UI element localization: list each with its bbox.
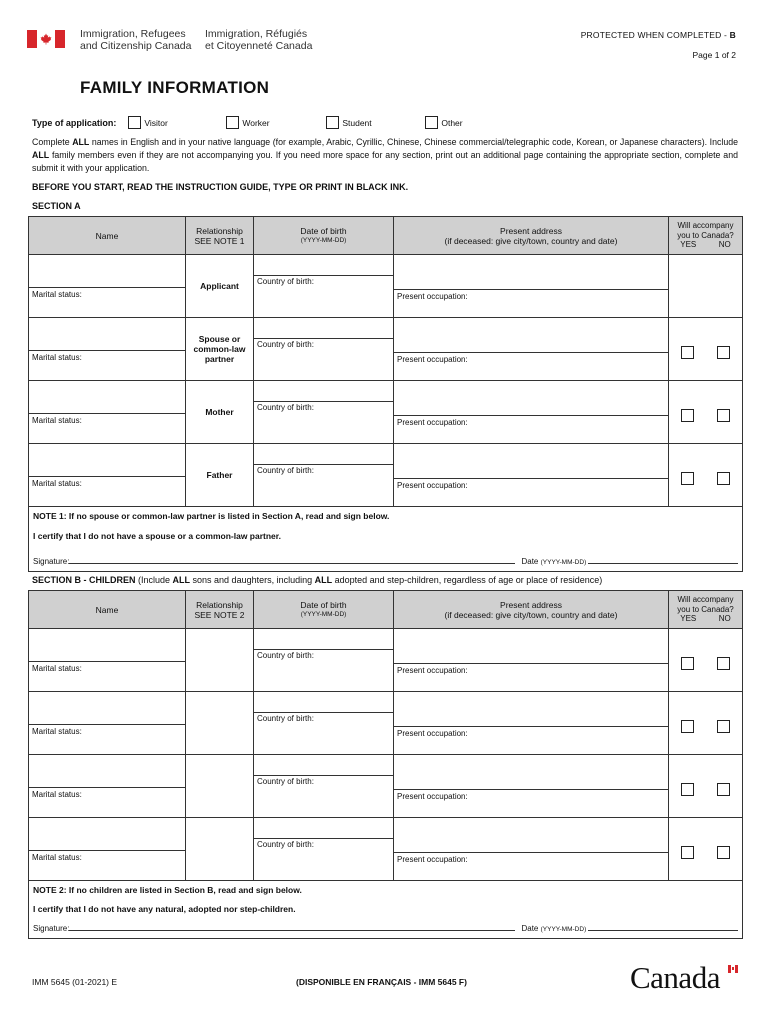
canada-flag-icon (27, 30, 65, 48)
relationship-applicant: Applicant (186, 255, 254, 318)
french-version-note: (DISPONIBLE EN FRANÇAIS - IMM 5645 F) (296, 977, 467, 987)
date-field-a[interactable] (588, 563, 738, 564)
child-1-accompany-yes-checkbox[interactable] (681, 657, 694, 670)
other-checkbox[interactable] (425, 116, 438, 129)
child-3-accompany-no-checkbox[interactable] (717, 783, 730, 796)
canada-wordmark: Canada (630, 960, 720, 995)
child-3-address-field[interactable]: Present occupation: (394, 755, 668, 817)
section-b-table (28, 590, 743, 939)
address-header: Present address (if deceased: give city/town, country and date) (394, 591, 669, 629)
mother-dob-field[interactable]: Country of birth: (254, 381, 393, 443)
wordmark-flag-icon (728, 965, 738, 973)
student-checkbox[interactable] (326, 116, 339, 129)
visitor-label: Visitor (144, 117, 168, 128)
name-header: Name (29, 591, 186, 629)
mother-name-field[interactable]: Marital status: (29, 381, 185, 443)
student-label: Student (342, 117, 372, 128)
protected-label: PROTECTED WHEN COMPLETED - B (580, 30, 736, 40)
child-3-relationship-field[interactable] (186, 755, 254, 818)
father-accompany-no-checkbox[interactable] (717, 472, 730, 485)
mother-accompany-yes-checkbox[interactable] (681, 409, 694, 422)
applicant-dob-field[interactable]: Country of birth: (254, 255, 393, 317)
worker-label: Worker (242, 117, 270, 128)
before-you-start-notice: BEFORE YOU START, READ THE INSTRUCTION GUIDE, TYPE OR PRINT IN BLACK INK. (32, 182, 409, 192)
dob-header: Date of birth (YYYY-MM-DD) (254, 591, 394, 629)
note-1-certify: I certify that I do not have a spouse or a common-law partner. (33, 531, 281, 541)
child-4-accompany-no-checkbox[interactable] (717, 846, 730, 859)
child-1-address-field[interactable]: Present occupation: (394, 629, 668, 691)
department-name-fr: Immigration, Réfugiés et Citoyenneté Canada (205, 28, 313, 52)
applicant-address-field[interactable]: Present occupation: (394, 255, 668, 317)
mother-address-field[interactable]: Present occupation: (394, 381, 668, 443)
name-header: Name (29, 217, 186, 255)
father-name-field[interactable]: Marital status: (29, 444, 185, 506)
father-accompany-yes-checkbox[interactable] (681, 472, 694, 485)
child-4-dob-field[interactable]: Country of birth: (254, 818, 393, 880)
child-4-name-field[interactable]: Marital status: (29, 818, 185, 880)
section-a-title: SECTION A (32, 201, 81, 211)
father-dob-field[interactable]: Country of birth: (254, 444, 393, 506)
note-2-box (29, 881, 743, 939)
other-label: Other (441, 117, 463, 128)
note-2-text: NOTE 2: If no children are listed in Section B, read and sign below. (33, 885, 302, 895)
applicant-accompany-cell (669, 255, 743, 318)
relationship-header: Relationship SEE NOTE 2 (186, 591, 254, 629)
date-label: Date (YYYY-MM-DD) (521, 924, 587, 933)
relationship-father: Father (186, 444, 254, 507)
child-3-name-field[interactable]: Marital status: (29, 755, 185, 817)
child-1-name-field[interactable]: Marital status: (29, 629, 185, 691)
visitor-checkbox[interactable] (128, 116, 141, 129)
note-1-text: NOTE 1: If no spouse or common-law partner is listed in Section A, read and sign below. (33, 511, 390, 521)
page-number: Page 1 of 2 (692, 50, 736, 60)
child-2-address-field[interactable]: Present occupation: (394, 692, 668, 754)
date-field-b[interactable] (588, 930, 738, 931)
date-label: Date (YYYY-MM-DD) (521, 557, 587, 566)
signature-label: Signature: (33, 557, 70, 566)
child-2-accompany-no-checkbox[interactable] (717, 720, 730, 733)
form-id: IMM 5645 (01-2021) E (32, 977, 118, 987)
signature-field-a[interactable] (69, 563, 515, 564)
child-2-accompany-yes-checkbox[interactable] (681, 720, 694, 733)
spouse-accompany-yes-checkbox[interactable] (681, 346, 694, 359)
child-4-accompany-yes-checkbox[interactable] (681, 846, 694, 859)
child-2-dob-field[interactable]: Country of birth: (254, 692, 393, 754)
child-3-accompany-yes-checkbox[interactable] (681, 783, 694, 796)
child-1-relationship-field[interactable] (186, 629, 254, 692)
address-header: Present address (if deceased: give city/town, country and date) (394, 217, 669, 255)
page-title: FAMILY INFORMATION (80, 78, 270, 97)
child-2-relationship-field[interactable] (186, 692, 254, 755)
applicant-name-field[interactable]: Marital status: (29, 255, 185, 317)
spouse-address-field[interactable]: Present occupation: (394, 318, 668, 380)
child-1-dob-field[interactable]: Country of birth: (254, 629, 393, 691)
application-type-row (32, 116, 463, 129)
accompany-header: Will accompany you to Canada? YES NO (669, 591, 743, 629)
spouse-name-field[interactable]: Marital status: (29, 318, 185, 380)
child-2-name-field[interactable]: Marital status: (29, 692, 185, 754)
note-2-certify: I certify that I do not have any natural, adopted nor step-children. (33, 904, 296, 914)
department-name-en: Immigration, Refugees and Citizenship Canada (80, 28, 192, 52)
child-1-accompany-no-checkbox[interactable] (717, 657, 730, 670)
child-4-relationship-field[interactable] (186, 818, 254, 881)
application-type-label: Type of application: (32, 117, 117, 128)
signature-field-b[interactable] (69, 930, 515, 931)
child-4-address-field[interactable]: Present occupation: (394, 818, 668, 880)
section-b-title: SECTION B - CHILDREN (Include ALL sons and daughters, including ALL adopted and step-children, regardless of age or place of residence) (32, 575, 603, 585)
instructions-paragraph: Complete ALL names in English and in your native language (for example, Arabic, Cyrillic, Chinese, Chinese commercial/telegraphic code, Korean, or Japanese characters). Include ALL family members even if they are not accompanying you. If you need more space for any section, print out an additional page containing the appropriate section, complete and submit it with your application. (32, 137, 738, 173)
relationship-header: Relationship SEE NOTE 1 (186, 217, 254, 255)
relationship-mother: Mother (186, 381, 254, 444)
accompany-header: Will accompany you to Canada? YES NO (669, 217, 743, 255)
signature-label: Signature: (33, 924, 70, 933)
worker-checkbox[interactable] (226, 116, 239, 129)
dob-header: Date of birth (YYYY-MM-DD) (254, 217, 394, 255)
spouse-dob-field[interactable]: Country of birth: (254, 318, 393, 380)
note-1-box (29, 507, 743, 572)
father-address-field[interactable]: Present occupation: (394, 444, 668, 506)
child-3-dob-field[interactable]: Country of birth: (254, 755, 393, 817)
section-a-table (28, 216, 743, 572)
mother-accompany-no-checkbox[interactable] (717, 409, 730, 422)
spouse-accompany-no-checkbox[interactable] (717, 346, 730, 359)
relationship-spouse: Spouse or common-law partner (186, 318, 254, 381)
